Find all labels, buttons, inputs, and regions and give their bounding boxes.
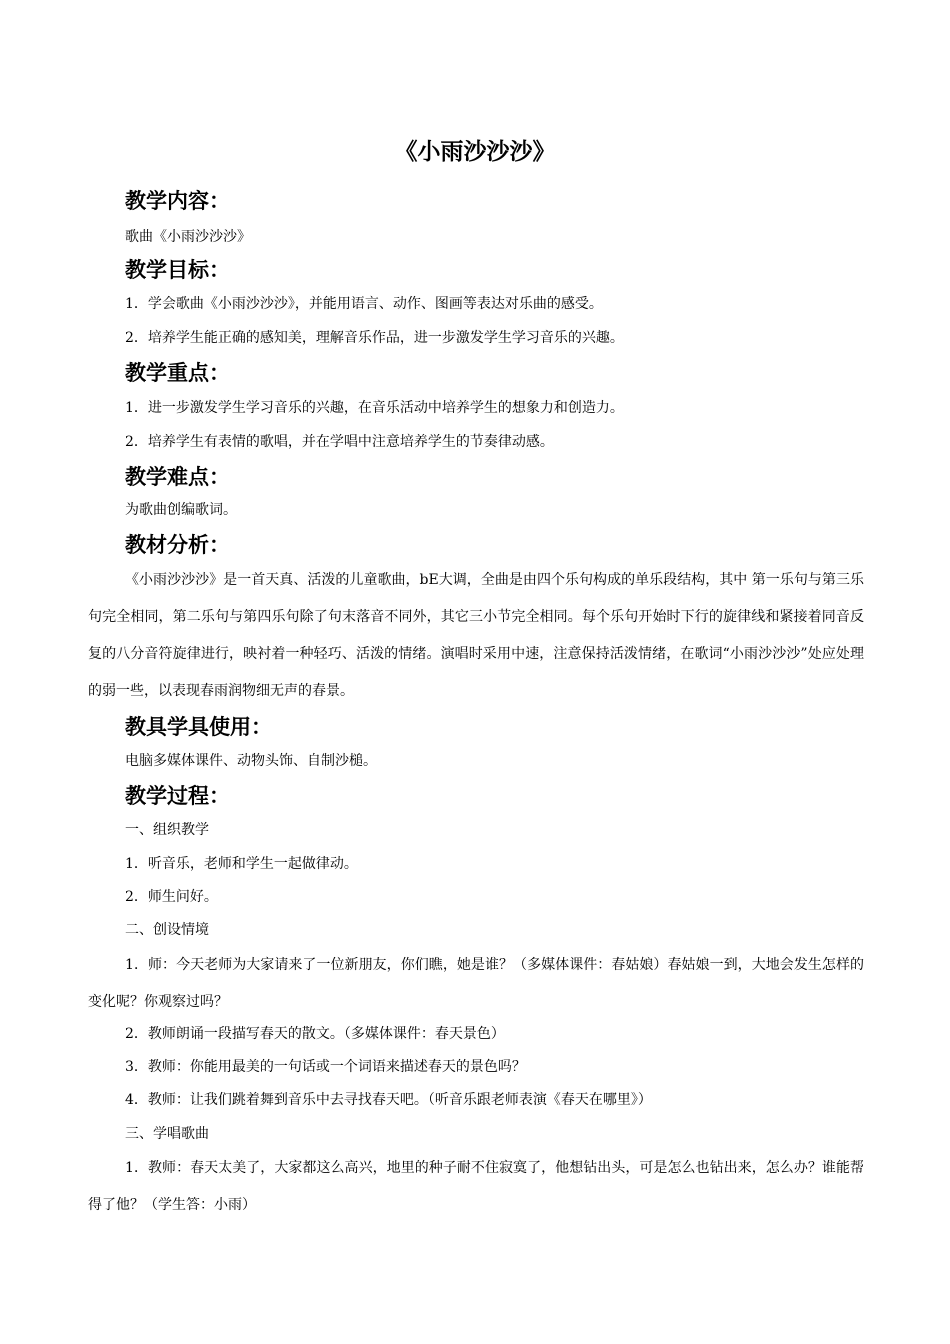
process-part2-item-2: 2．教师朗诵一段描写春天的散文。（多媒体课件：春天景色） [125,1026,505,1042]
tools-text: 电脑多媒体课件、动物头饰、自制沙槌。 [125,753,377,769]
difficulty-text: 为歌曲创编歌词。 [125,502,237,518]
heading-teaching-process: 教学过程： [125,784,230,808]
goal-item-2: 2．培养学生能正确的感知美，理解音乐作品，进一步激发学生学习音乐的兴趣。 [125,330,624,346]
teaching-content-text: 歌曲《小雨沙沙沙》 [125,229,251,245]
heading-key-points: 教学重点： [125,361,230,385]
process-part2-item-3: 3．教师：你能用最美的一句话或一个词语来描述春天的景色吗？ [125,1059,526,1075]
process-part3-title: 三、学唱歌曲 [125,1126,209,1142]
heading-teaching-goals: 教学目标： [125,258,230,282]
process-part2-title: 二、创设情境 [125,922,209,938]
material-analysis-paragraph: 《小雨沙沙沙》是一首天真、活泼的儿童歌曲，bE大调，全曲是由四个乐句构成的单乐段结构，其中 第一乐句与第三乐句完全相同，第二乐句与第四乐句除了句末落音不同外，其它三小节完全相同。每个乐句开始时下行的旋律线和紧接着同音反复的八分音符旋律进行，映衬着一种轻巧、活泼的情绪。演唱时采用中速，注意保持活泼情绪，在歌词“小雨沙沙沙”处应处理的弱一些，以表现春雨润物细无声的春景。 [88,572,864,699]
heading-tools: 教具学具使用： [125,715,272,739]
process-part1-item-2: 2．师生问好。 [125,889,218,905]
key-point-1: 1．进一步激发学生学习音乐的兴趣，在音乐活动中培养学生的想象力和创造力。 [125,400,624,416]
key-point-2: 2．培养学生有表情的歌唱，并在学唱中注意培养学生的节奏律动感。 [125,434,554,450]
process-part1-item-1: 1．听音乐，老师和学生一起做律动。 [125,856,358,872]
goal-item-1: 1．学会歌曲《小雨沙沙沙》，并能用语言、动作、图画等表达对乐曲的感受。 [125,296,603,312]
heading-material-analysis: 教材分析： [125,533,230,557]
process-part2-item-4: 4．教师：让我们跳着舞到音乐中去寻找春天吧。（听音乐跟老师表演《春天在哪里》） [125,1092,652,1108]
heading-difficulty: 教学难点： [125,465,230,489]
document-title: 《小雨沙沙沙》 [394,139,556,165]
process-part2-item-1: 1．师：今天老师为大家请来了一位新朋友，你们瞧，她是谁？（多媒体课件：春姑娘）春姑娘一到，大地会发生怎样的变化呢？你观察过吗？ [88,957,864,1010]
heading-teaching-content: 教学内容： [125,189,230,213]
process-part1-title: 一、组织教学 [125,822,209,838]
process-part3-item-1: 1．教师：春天太美了，大家都这么高兴，地里的种子耐不住寂寞了，他想钻出头，可是怎么也钻出来，怎么办？谁能帮得了他？（学生答：小雨） [88,1160,864,1213]
